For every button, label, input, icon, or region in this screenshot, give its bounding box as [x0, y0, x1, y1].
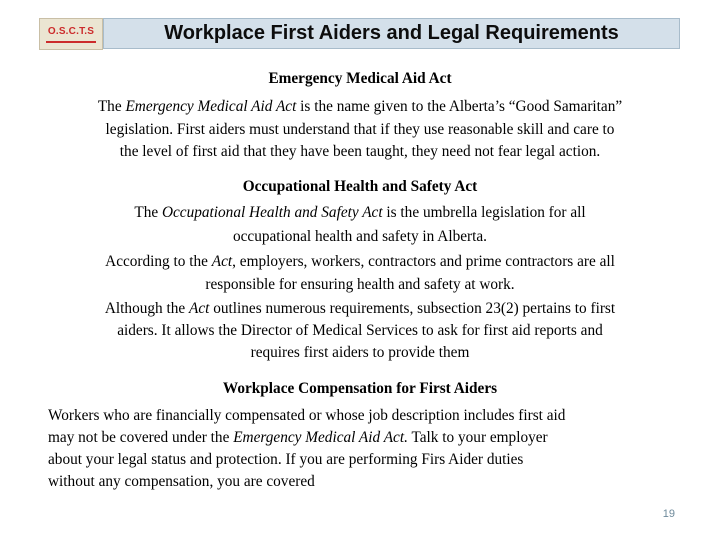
page-number: 19: [662, 508, 675, 520]
section-heading-ohs-act: Occupational Health and Safety Act: [242, 178, 478, 195]
logo-underline: [46, 41, 96, 43]
paragraph-line: may not be covered under the Emergency Medical Aid Act. Talk to your employer: [48, 429, 548, 446]
company-logo: [39, 18, 103, 50]
paragraph-line: requires first aiders to provide them: [250, 344, 470, 361]
logo-text: O.S.C.T.S: [47, 26, 95, 37]
paragraph-line: aiders. It allows the Director of Medical Services to ask for first aid reports and: [117, 322, 603, 339]
page-title: Workplace First Aiders and Legal Requirements: [164, 22, 619, 44]
paragraph-line: responsible for ensuring health and safety at work.: [205, 276, 515, 293]
section-heading-workplace-compensation: Workplace Compensation for First Aiders: [222, 380, 498, 397]
paragraph-line: the level of first aid that they have been taught, they need not fear legal action.: [119, 143, 601, 160]
paragraph-line: The Emergency Medical Aid Act is the name given to the Alberta’s “Good Samaritan”: [97, 98, 623, 115]
paragraph-line: Although the Act outlines numerous requirements, subsection 23(2) pertains to first: [104, 300, 616, 317]
paragraph-line: legislation. First aiders must understand that if they use reasonable skill and care to: [105, 121, 615, 138]
paragraph-line: occupational health and safety in Alberta.: [232, 228, 487, 245]
paragraph-line: Workers who are financially compensated or whose job description includes first aid: [48, 407, 566, 424]
title-bar: [103, 18, 680, 49]
section-heading-emergency-act: Emergency Medical Aid Act: [268, 70, 452, 87]
paragraph-line: without any compensation, you are covered: [48, 473, 315, 490]
paragraph-line: The Occupational Health and Safety Act is the umbrella legislation for all: [134, 204, 586, 221]
paragraph-line: about your legal status and protection. If you are performing Firs Aider duties: [48, 451, 524, 468]
paragraph-line: According to the Act, employers, workers, contractors and prime contractors are all: [105, 253, 615, 270]
